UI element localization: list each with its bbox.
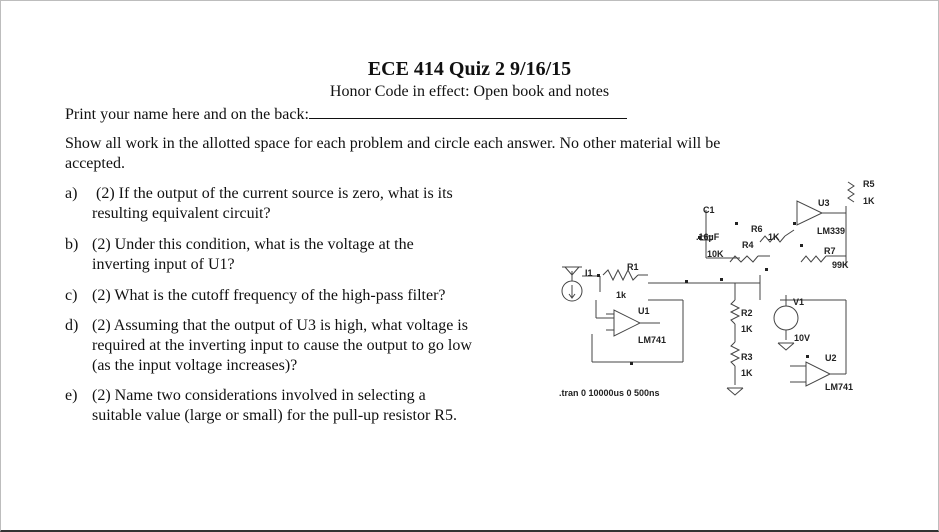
label-r5-value: 1K: [863, 196, 875, 206]
question-a: a) (2) If the output of the current source is zero, what is its resulting equivalent circuit?: [65, 185, 453, 222]
label-r6-value: 1K: [768, 232, 780, 242]
label-u3-model: LM339: [817, 226, 846, 236]
print-name-label: Print your name here and on the back:: [65, 106, 309, 123]
label-v1-value: 10V: [794, 333, 811, 343]
question-label: e): [65, 387, 78, 404]
question-b: b) (2) Under this condition, what is the voltage at the inverting input of U1?: [65, 236, 414, 273]
label-i1: I1: [585, 268, 593, 278]
honor-code-line: Honor Code in effect: Open book and notes: [329, 83, 610, 100]
label-r7: R7: [824, 246, 836, 256]
label-r2: R2: [741, 308, 753, 318]
label-r1: R1: [627, 262, 639, 272]
question-d: d) (2) Assuming that the output of U3 is high, what voltage is required at the inverting input to cause the output to go low (as the input voltage increases)?: [65, 317, 472, 374]
label-r4-value: 10K: [707, 249, 724, 259]
opamp-u1: [614, 310, 640, 336]
label-u1: U1: [638, 306, 650, 316]
voltage-source-v1: [774, 306, 798, 330]
label-r4: R4: [742, 240, 754, 250]
label-v1: V1: [793, 297, 805, 307]
question-e: e) (2) Name two considerations involved in selecting a suitable value (large or small) for the pull-up resistor R5.: [65, 387, 457, 424]
label-r3: R3: [741, 352, 753, 362]
label-r6: R6: [751, 224, 763, 234]
question-label: b): [65, 236, 79, 253]
label-r2-value: 1K: [741, 324, 753, 334]
label-r1-value: 1k: [616, 290, 627, 300]
label-r3-value: 1K: [741, 368, 753, 378]
label-u1-model: LM741: [638, 335, 667, 345]
question-label: c): [65, 287, 78, 304]
resistor-r7: [801, 256, 826, 262]
quiz-title: ECE 414 Quiz 2 9/16/15: [367, 58, 572, 80]
label-r7-value: 99K: [832, 260, 849, 270]
instructions-line-1: Show all work in the allotted space for each problem and circle each answer. No other material will be: [65, 135, 721, 152]
label-u2: U2: [825, 353, 837, 363]
question-label: a): [65, 185, 78, 202]
instructions-line-2: accepted.: [65, 155, 125, 172]
label-c1-value: .16µF: [696, 232, 720, 242]
resistor-r4: [730, 256, 758, 262]
resistor-r5: [848, 182, 854, 202]
question-c: c) (2) What is the cutoff frequency of the high-pass filter?: [65, 287, 446, 304]
label-r5: R5: [863, 179, 875, 189]
label-c1: C1: [703, 205, 715, 215]
label-u2-model: LM741: [825, 382, 854, 392]
label-u3: U3: [818, 198, 830, 208]
resistor-r2: [731, 300, 739, 324]
resistor-r3: [731, 342, 739, 366]
question-label: d): [65, 317, 79, 334]
spice-directive: .tran 0 10000us 0 500ns: [559, 388, 660, 398]
